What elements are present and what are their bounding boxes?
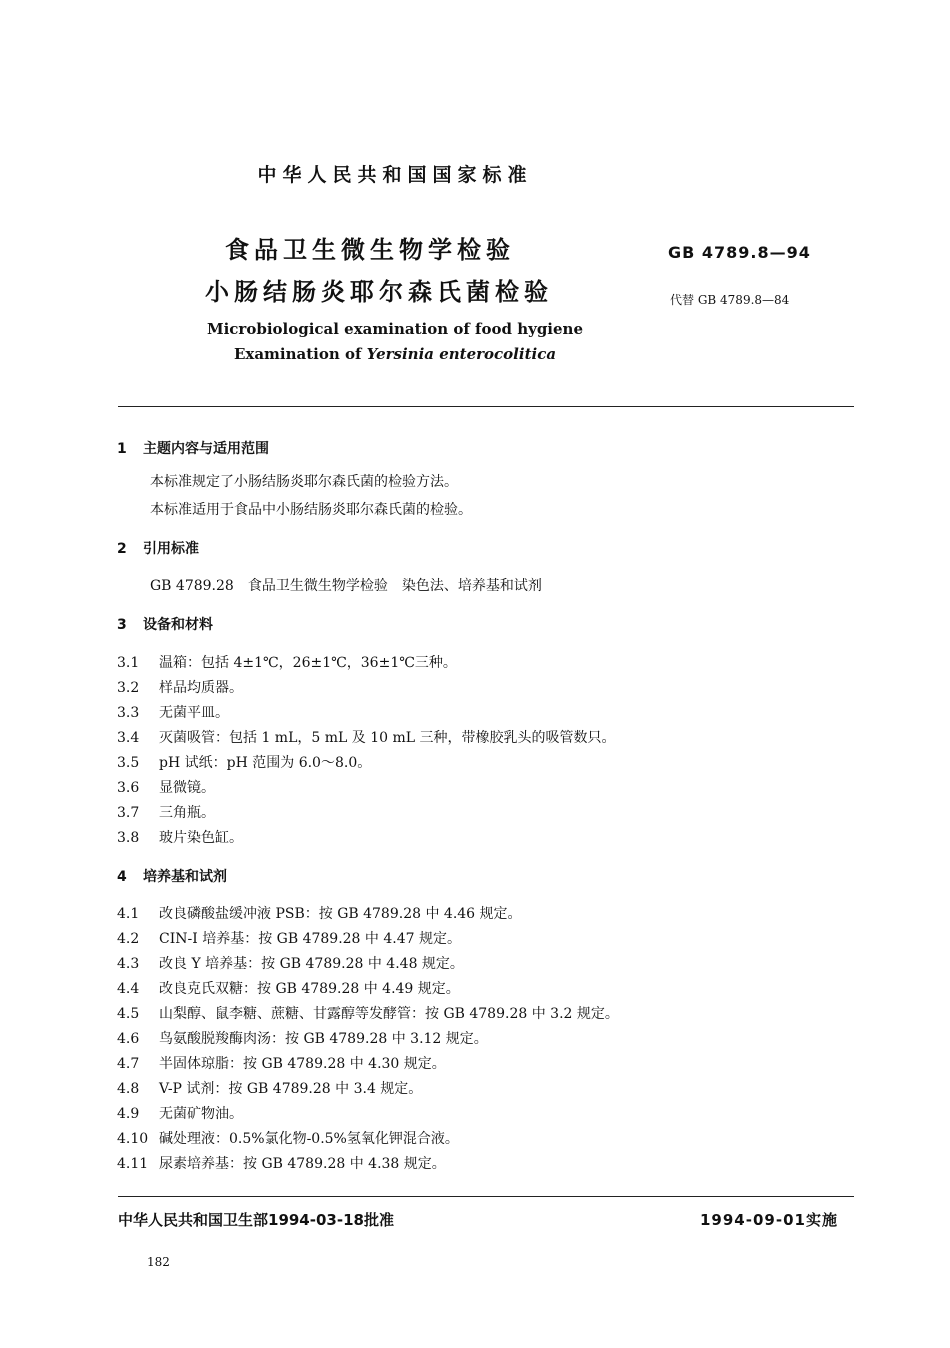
item-text: 无菌矿物油。 <box>159 1106 243 1122</box>
english-title-line-2 <box>0 345 790 363</box>
section-1-paragraph-2: 本标准适用于食品中小肠结肠炎耶尔森氏菌的检验。 <box>150 502 472 518</box>
item-number: 4.9 <box>117 1106 140 1122</box>
list-item <box>117 1128 459 1148</box>
section-title: 主题内容与适用范围 <box>143 441 269 457</box>
list-item <box>117 727 616 747</box>
list-item <box>117 777 215 797</box>
list-item <box>117 752 371 772</box>
item-number: 4.8 <box>117 1081 140 1097</box>
list-item <box>117 1053 446 1073</box>
item-text: 山梨醇、鼠李糖、蔗糖、甘露醇等发酵管：按 GB 4789.28 中 3.2 规定。 <box>159 1006 619 1022</box>
standard-number: GB 4789.8—94 <box>668 243 811 262</box>
list-item <box>117 1028 488 1048</box>
item-number: 3.2 <box>117 680 140 696</box>
page-number: 182 <box>147 1255 170 1269</box>
item-number: 3.1 <box>117 655 140 671</box>
item-number: 3.5 <box>117 755 140 771</box>
list-item <box>117 1003 619 1023</box>
item-number: 3.6 <box>117 780 140 796</box>
chinese-title-line-2: 小肠结肠炎耶尔森氏菌检验 <box>205 278 553 306</box>
section-title: 引用标准 <box>143 541 199 557</box>
section-number: 3 <box>117 617 127 633</box>
list-item <box>117 978 460 998</box>
item-number: 4.5 <box>117 1006 140 1022</box>
item-number: 4.6 <box>117 1031 140 1047</box>
item-number: 4.2 <box>117 931 140 947</box>
item-number: 4.1 <box>117 906 140 922</box>
item-text: 尿素培养基：按 GB 4789.28 中 4.38 规定。 <box>159 1156 446 1172</box>
organization-title: 中华人民共和国国家标准 <box>257 164 533 186</box>
top-divider <box>118 406 854 407</box>
list-item <box>117 903 522 923</box>
item-number: 3.4 <box>117 730 140 746</box>
item-text: 改良 Y 培养基：按 GB 4789.28 中 4.48 规定。 <box>159 956 464 972</box>
section-4-heading <box>117 866 227 886</box>
section-3-heading <box>117 614 213 634</box>
item-text: 鸟氨酸脱羧酶肉汤：按 GB 4789.28 中 3.12 规定。 <box>159 1031 488 1047</box>
list-item <box>117 802 215 822</box>
item-text: 无菌平皿。 <box>159 705 229 721</box>
item-text: V-P 试剂：按 GB 4789.28 中 3.4 规定。 <box>159 1081 423 1097</box>
list-item <box>117 953 464 973</box>
item-text: 显微镜。 <box>159 780 215 796</box>
item-number: 3.8 <box>117 830 140 846</box>
item-number: 4.4 <box>117 981 140 997</box>
item-text: 玻片染色缸。 <box>159 830 243 846</box>
section-2-reference: GB 4789.28 食品卫生微生物学检验 染色法、培养基和试剂 <box>150 578 542 594</box>
list-item <box>117 1078 422 1098</box>
effective-date: 1994-09-01实施 <box>700 1211 838 1229</box>
item-text: 半固体琼脂：按 GB 4789.28 中 4.30 规定。 <box>159 1056 446 1072</box>
section-1-heading <box>117 438 269 458</box>
list-item <box>117 677 243 697</box>
section-number: 1 <box>117 441 127 457</box>
item-text: 改良克氏双糖：按 GB 4789.28 中 4.49 规定。 <box>159 981 460 997</box>
list-item <box>117 652 457 672</box>
item-number: 3.7 <box>117 805 140 821</box>
list-item <box>117 1103 243 1123</box>
item-text: 碱处理液：0.5%氯化物-0.5%氢氧化钾混合液。 <box>159 1131 459 1147</box>
item-text: 改良磷酸盐缓冲液 PSB：按 GB 4789.28 中 4.46 规定。 <box>159 906 522 922</box>
section-title: 培养基和试剂 <box>143 869 227 885</box>
item-text: 样品均质器。 <box>159 680 243 696</box>
section-1-paragraph-1: 本标准规定了小肠结肠炎耶尔森氏菌的检验方法。 <box>150 474 458 490</box>
item-text: CIN-I 培养基：按 GB 4789.28 中 4.47 规定。 <box>159 931 461 947</box>
approval-line: 中华人民共和国卫生部1994-03-18批准 <box>118 1211 394 1229</box>
list-item <box>117 702 229 722</box>
english-title-line-1: Microbiological examination of food hygiene <box>206 320 583 338</box>
section-number: 2 <box>117 541 127 557</box>
english-title-prefix: Examination of <box>233 345 367 363</box>
list-item <box>117 827 243 847</box>
list-item <box>117 928 461 948</box>
section-2-heading <box>117 538 199 558</box>
item-text: pH 试纸：pH 范围为 6.0～8.0。 <box>159 755 372 771</box>
item-number: 4.7 <box>117 1056 140 1072</box>
chinese-title-line-1: 食品卫生微生物学检验 <box>225 236 515 264</box>
species-name: Yersinia enterocolitica <box>366 345 557 363</box>
item-text: 灭菌吸管：包括 1 mL，5 mL 及 10 mL 三种，带橡胶乳头的吸管数只。 <box>159 730 616 746</box>
item-number: 3.3 <box>117 705 140 721</box>
item-text: 温箱：包括 4±1℃，26±1℃，36±1℃三种。 <box>159 655 457 671</box>
bottom-divider <box>118 1196 854 1197</box>
replaces-standard: 代替 GB 4789.8—84 <box>670 293 790 307</box>
section-title: 设备和材料 <box>143 617 213 633</box>
list-item <box>117 1153 446 1173</box>
item-number: 4.10 <box>117 1131 149 1147</box>
item-number: 4.3 <box>117 956 140 972</box>
item-number: 4.11 <box>117 1156 149 1172</box>
item-text: 三角瓶。 <box>159 805 215 821</box>
section-number: 4 <box>117 869 127 885</box>
